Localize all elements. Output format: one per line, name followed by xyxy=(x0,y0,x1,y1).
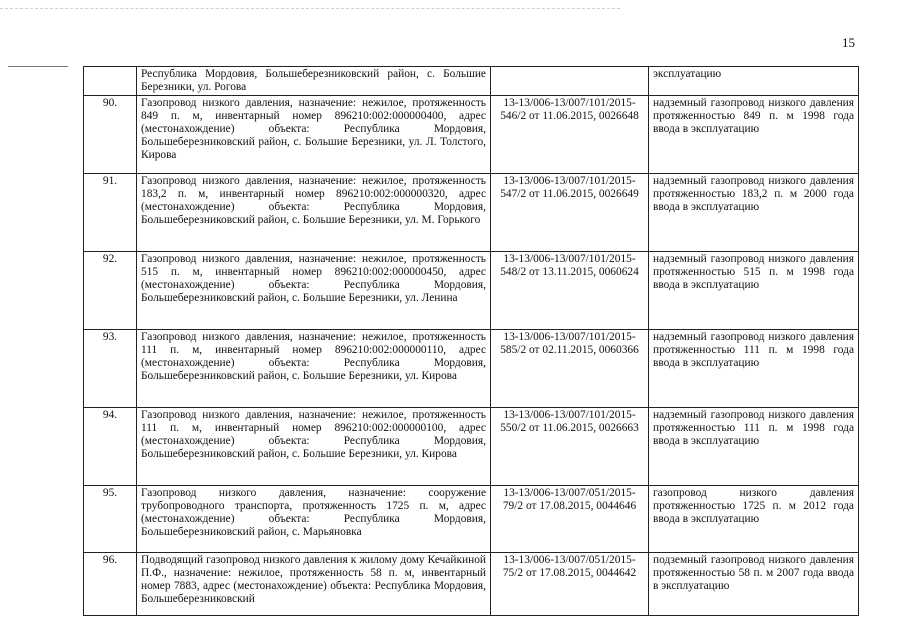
row-number: 90. xyxy=(84,96,137,174)
registration-record: 13-13/006-13/007/101/2015-547/2 от 11.06.2015, 0026649 xyxy=(491,174,649,252)
object-characteristics: надземный газопровод низкого давления протяженностью 515 п. м 1998 года ввода в эксплуатацию xyxy=(649,252,859,330)
scan-artifact-mark xyxy=(8,66,68,67)
object-description: Газопровод низкого давления, назначение: нежилое, протяженность 515 п. м, инвентарный номер 896210:002:000000450, адрес (местонахождение) объекта: Республика Мордовия, Большеберезниковский район, с. Большие Березники, ул. Ленина xyxy=(137,252,491,330)
table-row xyxy=(84,553,859,616)
object-description: Газопровод низкого давления, назначение: нежилое, протяженность 183,2 п. м, инвентарный номер 896210:002:000000320, адрес (местонахождение) объекта: Республика Мордовия, Большеберезниковский район, с. Большие Березники, ул. М. Горького xyxy=(137,174,491,252)
row-number: 96. xyxy=(84,553,137,616)
registration-record xyxy=(491,67,649,96)
table-row xyxy=(84,96,859,174)
registration-record: 13-13/006-13/007/101/2015-585/2 от 02.11.2015, 0060366 xyxy=(491,330,649,408)
table-row xyxy=(84,252,859,330)
object-characteristics: надземный газопровод низкого давления протяженностью 183,2 п. м 2000 года ввода в эксплуатацию xyxy=(649,174,859,252)
object-description: Газопровод низкого давления, назначение: нежилое, протяженность 111 п. м, инвентарный номер 896210:002:000000110, адрес (местонахождение) объекта: Республика Мордовия, Большеберезниковский район, с. Большие Березники, ул. Кирова xyxy=(137,330,491,408)
registration-record: 13-13/006-13/007/101/2015-548/2 от 13.11.2015, 0060624 xyxy=(491,252,649,330)
row-number xyxy=(84,67,137,96)
registration-record: 13-13/006-13/007/051/2015-79/2 от 17.08.2015, 0044646 xyxy=(491,486,649,553)
table-row xyxy=(84,486,859,553)
object-description: Подводящий газопровод низкого давления к жилому дому Кечайкиной П.Ф., назначение: нежилое, протяженность 58 п. м, инвентарный номер 7883, адрес (местонахождение) объекта: Республика Мордовия, Большеберезниковский xyxy=(137,553,491,616)
object-characteristics: подземный газопровод низкого давления протяженностью 58 п. м 2007 года ввода в эксплуатацию xyxy=(649,553,859,616)
table-row xyxy=(84,174,859,252)
row-number: 92. xyxy=(84,252,137,330)
page-number: 15 xyxy=(842,35,855,50)
table-row xyxy=(84,330,859,408)
table-row xyxy=(84,408,859,486)
object-characteristics: надземный газопровод низкого давления протяженностью 849 п. м 1998 года ввода в эксплуатацию xyxy=(649,96,859,174)
object-characteristics: надземный газопровод низкого давления протяженностью 111 п. м 1998 года ввода в эксплуатацию xyxy=(649,408,859,486)
object-characteristics: газопровод низкого давления протяженностью 1725 п. м 2012 года ввода в эксплуатацию xyxy=(649,486,859,553)
object-characteristics: надземный газопровод низкого давления протяженностью 111 п. м 1998 года ввода в эксплуатацию xyxy=(649,330,859,408)
registration-record: 13-13/006-13/007/051/2015-75/2 от 17.08.2015, 0044642 xyxy=(491,553,649,616)
object-description: Газопровод низкого давления, назначение: сооружение трубопроводного транспорта, протяженность 1725 п. м, адрес (местонахождение) объекта: Республика Мордовия, Большеберезниковский район, с. Марьяновка xyxy=(137,486,491,553)
registration-record: 13-13/006-13/007/101/2015-550/2 от 11.06.2015, 0026663 xyxy=(491,408,649,486)
row-number: 91. xyxy=(84,174,137,252)
object-description: Газопровод низкого давления, назначение: нежилое, протяженность 111 п. м, инвентарный номер 896210:002:000000100, адрес (местонахождение) объекта: Республика Мордовия, Большеберезниковский район, с. Большие Березники, ул. Кирова xyxy=(137,408,491,486)
property-table xyxy=(83,66,859,616)
registration-record: 13-13/006-13/007/101/2015-546/2 от 11.06.2015, 0026648 xyxy=(491,96,649,174)
object-characteristics: эксплуатацию xyxy=(649,67,859,96)
row-number: 94. xyxy=(84,408,137,486)
object-description: Республика Мордовия, Большеберезниковский район, с. Большие Березники, ул. Рогова xyxy=(137,67,491,96)
object-description: Газопровод низкого давления, назначение: нежилое, протяженность 849 п. м, инвентарный номер 896210:002:000000400, адрес (местонахождение) объекта: Республика Мордовия, Большеберезниковский район, с. Большие Березники, ул. Л. Толстого, Кирова xyxy=(137,96,491,174)
row-number: 93. xyxy=(84,330,137,408)
scan-artifact-line xyxy=(0,8,620,10)
table-row xyxy=(84,67,859,96)
row-number: 95. xyxy=(84,486,137,553)
